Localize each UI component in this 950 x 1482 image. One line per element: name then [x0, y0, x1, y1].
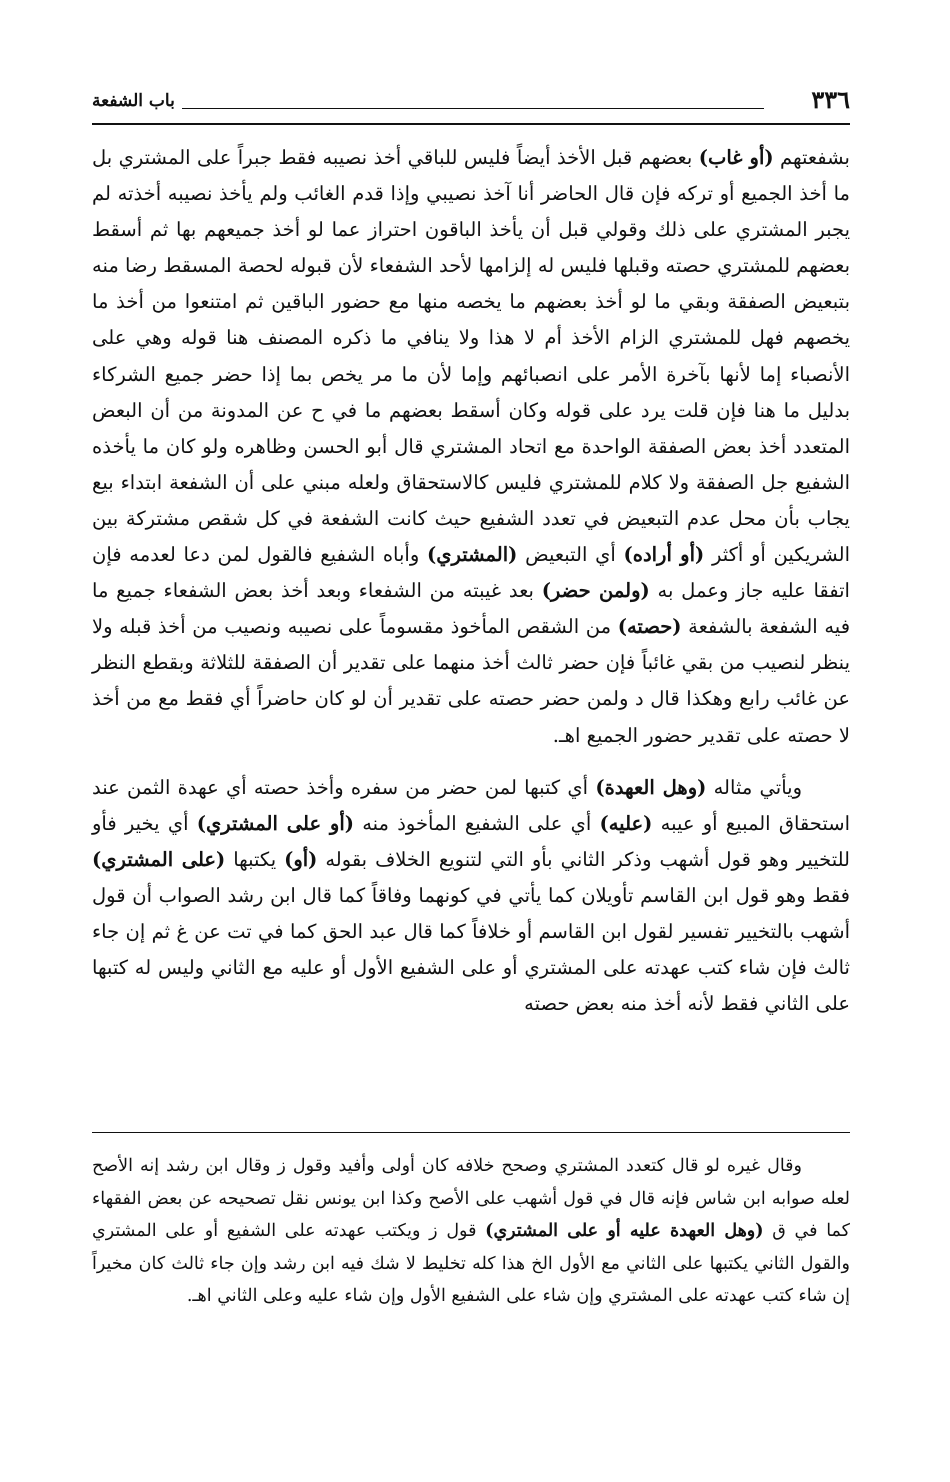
bold-term: (حصته) [617, 615, 682, 639]
text-run: يكتبها [225, 847, 285, 871]
text-run: أي التبعيض [517, 543, 624, 567]
bold-term: (المشتري) [426, 543, 518, 567]
header-dash-line [182, 108, 764, 109]
text-run: بعد غيبته من الشفعاء وبعد أخذ بعض الشفعاء جميع ما فيه الشفعة بالشفعة [92, 579, 851, 639]
page-number: ٣٣٦ [811, 85, 850, 114]
bold-term: (أو غاب) [698, 146, 774, 169]
header-rule [92, 123, 850, 125]
text-run: من الشقص المأخوذ مقسوماً على نصيبه ونصيب من أخذ قبله ولا ينظر لنصيب من بقي غائباً فإن حضر ثالث أخذ منهما على تقدير أن الصفقة للثلاثة وبقطع النظر عن غائب رابع وهكذا قال د ولمن حضر حصته على تقدير أن لو كان حاضراً أي فقط مع من أخذ لا حصته على تقدير حضور الجميع اهـ. [92, 615, 850, 747]
text-run: أي كتبها لمن حضر من سفره وأخذ حصته أي عهدة الثمن عند استحقاق المبيع أو عيبه [92, 775, 850, 835]
paragraph-1 [92, 140, 850, 754]
text-run: بشفعتهم [773, 146, 850, 169]
bold-term: (ولمن حضر) [541, 579, 650, 603]
text-run: أي يخير فأو للتخيير وهو قول أشهب وذكر الثاني بأو التي لتنويع الخلاف بقوله [92, 811, 850, 871]
text-run: بعضهم قبل الأخذ أيضاً فليس للباقي أخذ نصيبه فقط جبراً على المشتري بل ما أخذ الجميع أو تركه فإن قال الحاضر أنا آخذ نصيبي وإذا قدم الغائب ولم يأخذ نصيبه أخذته لم يجبر المشتري على ذلك وقولي قبل أن يأخذ الباقون احتراز عما لو أخذ جميعهم بها ثم أسقط بعضهم للمشتري حصته وقبلها فليس له إلزامها لأحد الشفعاء لأن قبوله لحصة المسقط رضا منه بتبعيض الصفقة وبقي ما لو أخذ بعضهم ما يخصه منها مع حضور الباقين ثم امتنعوا من أخذ ما يخصهم فهل للمشتري الزام الأخذ أم لا هذا ولا ينافي ما ذكره المصنف هنا قوله وهي على الأنصباء إما لأنها بآخرة الأمر على انصبائهم وإما لأن ما مر يخص بما إذا حضر جميع الشركاء بدليل ما هنا فإن قلت يرد على قوله وكان أسقط بعضهم ما في ح عن المدونة من أن البعض المتعدد أخذ بعض الصفقة الواحدة مع اتحاد المشتري قال أبو الحسن وظاهره ولو كان ما يأخذه الشفيع جل الصفقة ولا كلام للمشتري فليس كالاستحقاق ولعله مبني على أن الشفعة ابتداء بيع يجاب بأن محل عدم التبعيض في تعدد الشفيع حيث كانت الشفعة في كل شقص مشتركة بين الشريكين أو أكثر [92, 146, 850, 567]
paragraph-2 [92, 770, 850, 1023]
text-run: وأباه الشفيع فالقول لمن دعا لعدمه فإن اتفقا عليه جاز وعمل به [92, 543, 850, 603]
main-text [92, 140, 850, 1022]
text-run: أي على الشفيع المأخوذ منه [353, 811, 600, 835]
text-run: قول ز ويكتب عهدته على الشفيع أو على المشتري والقول الثاني يكتبها على الثاني مع الأول الخ هذا كله تخليط لا شك فيه ابن رشد وإن جاء ثالث كان مخيراً إن شاء كتب عهدته على المشتري وإن شاء على الشفيع الأول وإن شاء عليه وعلى الثاني اهـ. [92, 1221, 850, 1307]
page-header [92, 82, 850, 122]
bold-term: (أو) [284, 847, 318, 871]
bold-term: (أو أراده) [623, 543, 705, 567]
text-run: وقال غيره لو قال كتعدد المشتري وصحح خلافه كان أولى وأفيد وقول ز وقال ابن رشد إنه الأصح لعله صوابه ابن شاس فإنه قال في قول أشهب على الأصح وكذا ابن يونس نقل تصحيحه عن بعض الفقهاء كما في ق [92, 1156, 851, 1242]
bold-term: (أو على المشتري) [196, 811, 354, 835]
running-head-chapter-title: باب الشفعة [92, 91, 175, 111]
bold-term: (عليه) [599, 811, 653, 835]
text-run: ويأتي مثاله [706, 775, 802, 799]
bold-term: (وهل العهدة) [595, 775, 707, 799]
footnote [92, 1150, 850, 1313]
bold-term: (وهل العهدة عليه أو على المشتري) [485, 1221, 764, 1242]
footnote-paragraph [92, 1150, 850, 1313]
bold-term: (على المشتري) [92, 847, 226, 871]
text-run: فقط وهو قول ابن القاسم تأويلان كما يأتي في كونهما وفاقاً كما قال ابن رشد الصواب أن قول أشهب بالتخيير تفسير لقول ابن القاسم أو خلافاً كما قال عبد الحق كما في تت عن غ ثم إن جاء ثالث فإن شاء كتب عهدته على المشتري أو على الشفيع الأول أو عليه مع الثاني وليس له كتبها على الثاني فقط لأنه أخذ منه بعض حصته [92, 883, 850, 1016]
footnote-separator [92, 1132, 850, 1133]
